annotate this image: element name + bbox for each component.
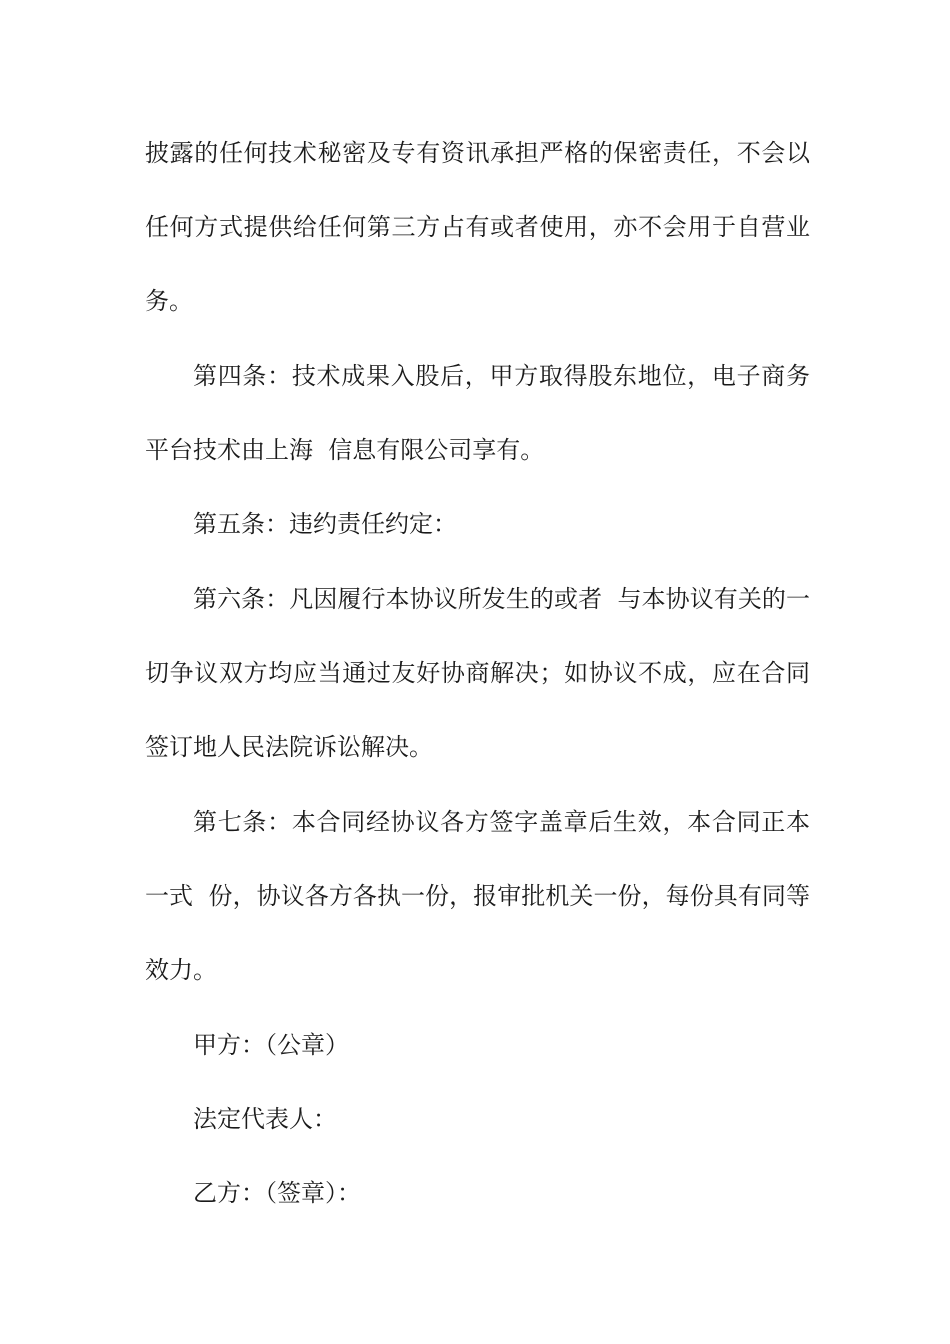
article-7-line-3: 效力。 [145,956,217,984]
party-b-signature: 乙方：（签章）： [193,1179,361,1207]
paragraph-line-2: 任何方式提供给任何第三方占有或者使用，亦不会用于自营业 [145,213,810,241]
legal-representative: 法定代表人： [193,1105,337,1133]
paragraph-line-1: 披露的任何技术秘密及专有资讯承担严格的保密责任，不会以 [145,139,810,167]
article-7-line-2: 一式 份，协议各方各执一份，报审批机关一份，每份具有同等 [145,882,810,910]
article-4-line-1: 第四条：技术成果入股后，甲方取得股东地位，电子商务 [193,362,810,390]
article-6-line-2: 切争议双方均应当通过友好协商解决；如协议不成，应在合同 [145,659,810,687]
article-7-line-1: 第七条：本合同经协议各方签字盖章后生效，本合同正本 [193,808,810,836]
paragraph-line-3: 务。 [145,287,193,315]
article-5: 第五条：违约责任约定： [193,510,457,538]
article-4-line-2: 平台技术由上海 信息有限公司享有。 [145,436,545,464]
party-a-seal: 甲方：（公章） [193,1031,349,1059]
article-6-line-3: 签订地人民法院诉讼解决。 [145,733,433,761]
article-6-line-1: 第六条：凡因履行本协议所发生的或者 与本协议有关的一 [193,585,810,613]
